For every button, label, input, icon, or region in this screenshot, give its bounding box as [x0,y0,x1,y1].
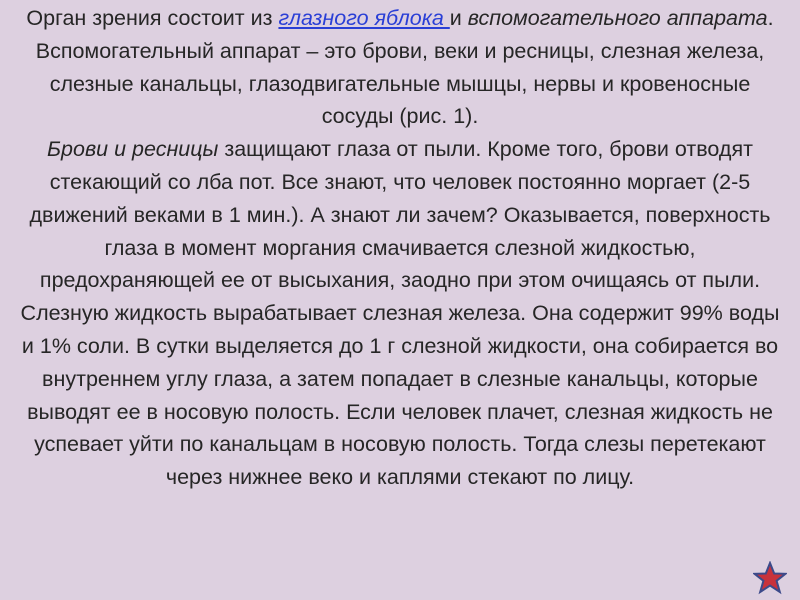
italic-term: вспомогательного аппарата [467,6,768,30]
paragraph-2 [20,133,780,494]
slide-text-block [20,2,780,494]
eyeball-link[interactable]: глазного яблока [278,6,450,30]
text-segment: . Вспомогательный аппарат – это брови, веки и ресницы, слезная железа, слезные канальцы, глазодвигательные мышцы, нервы и кровеносные сосуды (рис. 1). [35,6,774,129]
paragraph-1 [20,2,780,133]
italic-term: Брови и ресницы [47,137,219,162]
text-segment: и [449,6,468,30]
text-segment: защищают глаза от пыли. Кроме того, брови отводят стекающий со лба пот. Все знают, что человек постоянно моргает (2-5 движений веками в 1 мин.). А знают ли зачем? Оказывается, поверхность глаза в момент моргания смачивается слезной жидкостью, предохраняющей ее от высыхания, заодно при этом очищаясь от пыли. Слезную жидкость вырабатывает слезная железа. Она содержит 99% воды и 1% соли. В сутки выделяется до 1 г слезной жидкости, она собирается во внутреннем углу глаза, а затем попадает в слезные канальцы, которые выводят ее в носовую полость. Если человек плачет, слезная жидкость не успевает уйти по канальцам в носовую полость. Тогда слезы перетекают через нижнее веко и каплями стекают по лицу. [20,137,780,490]
star-icon[interactable] [753,561,787,595]
text-segment: Орган зрения состоит из [26,6,279,30]
